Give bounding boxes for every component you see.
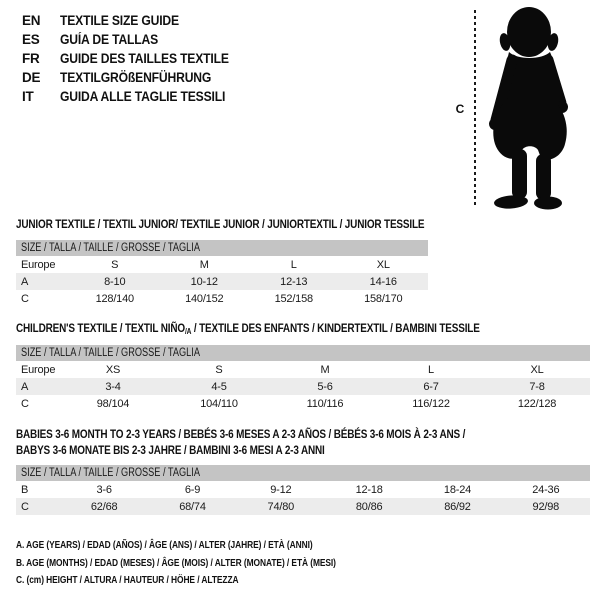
table-row [16, 378, 590, 395]
lang-label: GUIDE DES TAILLES TEXTILE [60, 51, 229, 66]
lang-row-fr [22, 49, 248, 68]
table-row [16, 290, 428, 307]
children-table-grid [16, 361, 590, 412]
value-cell: 74/80 [267, 500, 295, 513]
size-table-header-label: SIZE / TALLA / TAILLE / GRÖSSE / TAGLIA [21, 467, 200, 479]
value-cell: 158/170 [364, 292, 403, 305]
height-measure-dashed-line [474, 10, 476, 208]
lang-code: FR [22, 51, 40, 66]
lang-code: IT [22, 89, 34, 104]
footnote-c: C. (cm) HEIGHT / ALTURA / HAUTEUR / HÖHE / ALTEZZA [16, 574, 239, 586]
lang-label: TEXTILE SIZE GUIDE [60, 13, 179, 28]
lang-label: GUÍA DE TALLAS [60, 32, 159, 47]
value-cell: 10-12 [190, 275, 218, 288]
value-cell: 116/122 [412, 397, 450, 410]
value-cell: 152/158 [274, 292, 313, 305]
lang-label: GUIDA ALLE TAGLIE TESSILI [60, 89, 226, 104]
value-cell: 3-4 [105, 380, 121, 393]
size-table-header-bar [16, 465, 590, 481]
value-cell: 110/116 [306, 397, 344, 410]
footnote-b: B. AGE (MONTHS) / EDAD (MESES) / ÂGE (MOIS) / ALTER (MONATE) / ETÀ (MESI) [16, 556, 336, 569]
value-cell: 4-5 [211, 380, 227, 393]
value-cell: XS [105, 363, 121, 376]
lang-code: EN [22, 13, 41, 28]
value-cell: L [428, 363, 434, 376]
row-label-cell: Europe [21, 363, 56, 376]
value-cell: 12-18 [355, 483, 383, 496]
lang-label: TEXTILGRÖßENFÜHRUNG [60, 70, 212, 85]
value-cell: 104/110 [200, 397, 238, 410]
table-row [16, 498, 590, 515]
value-cell: 86/92 [444, 500, 471, 513]
height-measure-label: C [455, 102, 465, 116]
junior-table-grid [16, 256, 428, 307]
footnotes-block [16, 537, 416, 590]
table-row [16, 273, 428, 290]
lang-row-it [22, 87, 248, 106]
children-section-title: CHILDREN'S TEXTILE / TEXTIL $NIÑO_{/A}$ / TEXTILE DES ENFANTS / KINDERTEXTIL / BAMBINI TESSILE [16, 321, 480, 336]
lang-row-es [22, 30, 248, 49]
table-row [16, 361, 590, 378]
value-cell: 6-9 [184, 483, 201, 496]
lang-row-de [22, 68, 248, 87]
row-label-cell: C [21, 500, 29, 513]
value-cell: 68/74 [179, 500, 206, 513]
value-cell: 14-16 [369, 275, 397, 288]
value-cell: 24-36 [532, 483, 560, 496]
footnote-a: A. AGE (YEARS) / EDAD (AÑOS) / ÂGE (ANS) / ALTER (JAHRE) / ETÀ (ANNI) [16, 539, 313, 551]
size-table-header-bar [16, 345, 590, 361]
table-row [16, 481, 590, 498]
baby-silhouette-icon [482, 4, 578, 210]
value-cell: 140/152 [185, 292, 224, 305]
row-label-cell: B [21, 483, 29, 496]
row-label-cell: A [21, 380, 29, 393]
value-cell: 9-12 [270, 483, 292, 496]
value-cell: 8-10 [104, 275, 126, 288]
size-table-header-bar [16, 240, 428, 256]
row-label-cell: C [21, 292, 29, 305]
language-header-block [22, 11, 248, 106]
value-cell: 80/86 [355, 500, 383, 513]
babies-size-table [16, 465, 590, 515]
value-cell: 5-6 [317, 380, 333, 393]
value-cell: 62/68 [90, 500, 118, 513]
value-cell: S [111, 258, 119, 271]
value-cell: XL [530, 363, 544, 376]
value-cell: 98/104 [96, 397, 130, 410]
value-cell: 6-7 [423, 380, 439, 393]
value-cell: M [199, 258, 209, 271]
table-row [16, 395, 590, 412]
value-cell: XL [376, 258, 390, 271]
value-cell: 92/98 [532, 500, 560, 513]
value-cell: M [320, 363, 330, 376]
row-label-cell: A [21, 275, 29, 288]
lang-code: ES [22, 32, 40, 47]
value-cell: 12-13 [280, 275, 308, 288]
subscript-text: /A [184, 327, 192, 336]
junior-size-table [16, 240, 428, 307]
value-cell: 128/140 [95, 292, 134, 305]
lang-row-en [22, 11, 248, 30]
junior-section-title: JUNIOR TEXTILE / TEXTIL JUNIOR/ TEXTILE JUNIOR / JUNIORTEXTIL / JUNIOR TESSILE [16, 217, 425, 231]
value-cell: S [215, 363, 223, 376]
lang-code: DE [22, 70, 41, 85]
value-cell: 7-8 [529, 380, 545, 393]
table-row [16, 256, 428, 273]
value-cell: 122/128 [517, 397, 557, 410]
value-cell: 18-24 [443, 483, 472, 496]
value-cell: 3-6 [96, 483, 112, 496]
babies-table-grid [16, 481, 590, 515]
size-table-header-label: SIZE / TALLA / TAILLE / GRÖSSE / TAGLIA [21, 347, 200, 359]
row-label-cell: C [21, 397, 29, 410]
babies-section-title: BABIES 3-6 MONTH TO 2-3 YEARS / BEBÉS 3-6 MESES A 2-3 AÑOS / BÉBÉS 3-6 MOIS À 2-3 ANS / BABYS 3-6 MONATE BIS 2-3 JAHRE / BAMBINI 3-6 MESI A 2-3 ANNI [16, 427, 466, 457]
row-label-cell: Europe [21, 258, 56, 271]
children-size-table [16, 345, 590, 412]
value-cell: L [290, 258, 297, 271]
size-table-header-label: SIZE / TALLA / TAILLE / GRÖSSE / TAGLIA [21, 242, 200, 254]
